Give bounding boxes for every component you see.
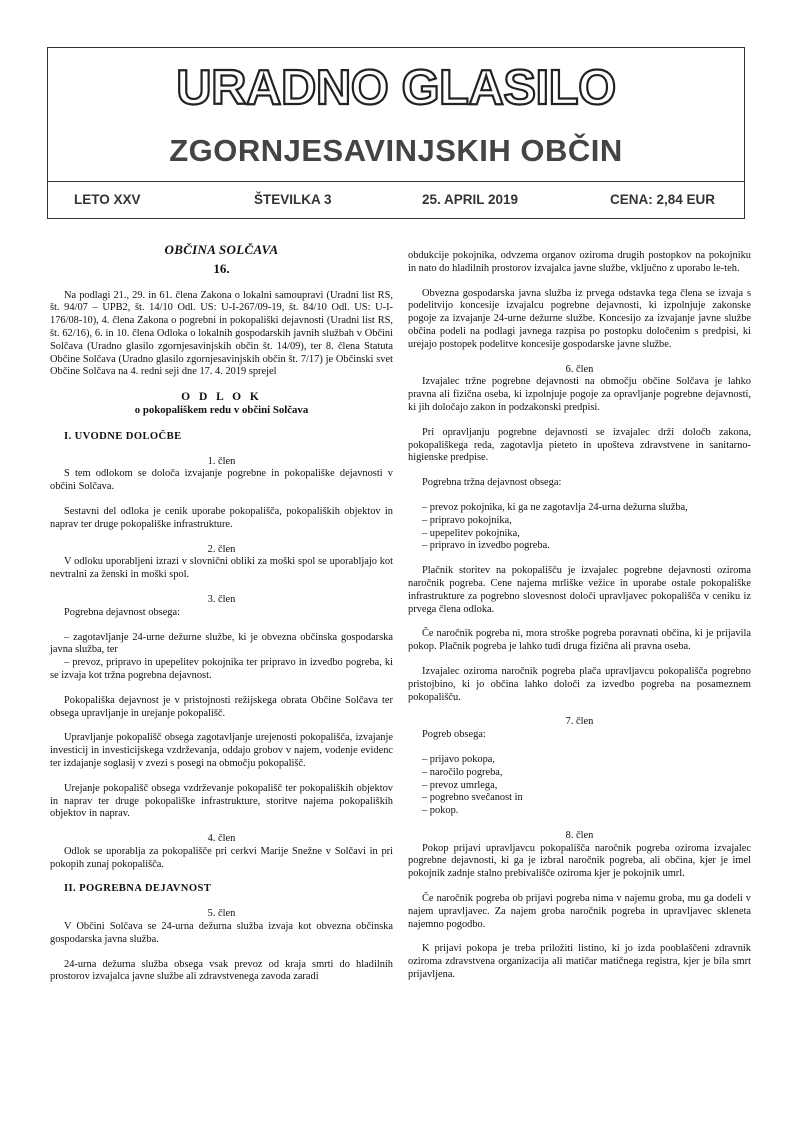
paragraph: Plačnik storitev na pokopališču je izvajalec pogrebne dejavnosti oziroma naročnik pogreba. Cene najema mrliške vežice in uporabe ostale pokopališke infrastrukture za pogrebno slovesnost določi upravljavec pokopališča v ceniku iz prvega člena odloka. [408, 565, 751, 615]
preamble: Na podlagi 21., 29. in 61. člena Zakona o lokalni samoupravi (Uradni list RS, št. 94/07 – UPB2, št. 14/10 Odl. US: U-I-267/09-19, št. 84/10 Odl. US: U-I-176/08-10), 4. člena Zakona o pogrebni in pokopališki dejavnosti (Uradni list RS, št. 62/16), 6. in 10. člena Odloka o lokalnih gospodarskih javnih službah v Občini Solčava (Uradno glasilo zgornjesavinjskih občin št. 14/09), ter 8. člena Statuta Občine Solčava (Uradno glasilo zgornjesavinjskih občin št. 7/17) je Občinski svet Občine Solčava na 4. redni seji dne 17. 4. 2019 sprejel [50, 289, 393, 378]
left-column [50, 244, 393, 984]
paragraph: Izvajalec tržne pogrebne dejavnosti na območju občine Solčava je lahko pravna ali fizična oseba, ki izpolnjuje pogoje za opravljanje pogrebne dejavnosti, ki jih določajo zakon in podzakonski predpisi. [408, 376, 751, 413]
list-item: – pogrebno svečanost in [422, 792, 523, 804]
article-heading: 6. člen [565, 363, 594, 375]
list-item: – prijavo pokopa, [422, 753, 496, 765]
article-heading: 8. člen [565, 829, 594, 841]
article-heading: 5. člen [207, 908, 236, 920]
article-heading: 3. člen [207, 593, 236, 605]
list-item: – prevoz, pripravo in upepelitev pokojnika ter pripravo in izvedbo pogreba, ki se izvaja kot tržna pogrebna dejavnost. [50, 657, 393, 681]
paragraph: Urejanje pokopališč obsega vzdrževanje pokopališč ter pokopaliških objektov in naprav ter druge pokopališke infrastrukture, storitve najema pokopaliških objektov in naprav. [50, 782, 393, 820]
list-item: – prevoz pokojnika, ki ga ne zagotavlja 24-urna dežurna služba, [422, 501, 688, 513]
paragraph: Pogreb obsega: [422, 729, 486, 741]
date-label: 25. APRIL 2019 [422, 192, 519, 207]
price-label: CENA: 2,84 EUR [610, 192, 716, 207]
section-heading: I. UVODNE DOLOČBE [64, 430, 182, 442]
list-item: – prevoz umrlega, [422, 779, 498, 791]
list-item: – zagotavljanje 24-urne dežurne službe, ki je obvezna občinska gospodarska javna služba, ter [50, 631, 393, 656]
list-item: – pripravo in izvedbo pogreba. [422, 540, 550, 552]
article-heading: 7. člen [565, 716, 594, 728]
paragraph: V Občini Solčava se 24-urna dežurna služba izvaja kot obvezna občinska gospodarska javna služba. [50, 921, 393, 945]
publication-subtitle: ZGORNJESAVINJSKIH OBČIN [169, 133, 623, 168]
paragraph: Pokop prijavi upravljavcu pokopališča naročnik pogreba oziroma izvajalec pogrebne dejavnosti, ki ga je izbral naročnik pogreba, ali občina, kjer je imel pokojnik zadnje stalno prebivališče oziroma kjer je pokojnik umrl. [408, 842, 751, 880]
municipality-heading: OBČINA SOLČAVA [164, 242, 279, 257]
list-item: – naročilo pogreba, [422, 766, 503, 778]
publication-title: URADNO GLASILO [176, 61, 616, 115]
paragraph: V odloku uporabljeni izrazi v slovnični obliki za moški spol se uporabljajo kot nevtralni za ženski in moški spol. [50, 556, 393, 581]
article-heading: 4. člen [207, 833, 236, 845]
paragraph: Upravljanje pokopališč obsega zagotavljanje urejenosti pokopališča, izvajanje investicij in investicijskega vzdrževanja, oddajo grobov v najem, vodenje evidenc ter izdajanje soglasij v zvezi s posegi na območju pokopališč. [50, 732, 393, 769]
odlok-subtitle: o pokopališkem redu v občini Solčava [134, 403, 309, 416]
section-heading: II. POGREBNA DEJAVNOST [64, 883, 212, 895]
document-number: 16. [213, 260, 230, 276]
paragraph: S tem odlokom se določa izvajanje pogrebne in pokopališke dejavnosti v občini Solčava. [50, 468, 393, 493]
list [50, 632, 393, 683]
article-heading: 2. člen [207, 543, 236, 555]
paragraph: Če naročnik pogreba ob prijavi pogreba nima v najemu groba, mu ga dodeli v najem upravljavec. Za najem groba naročnik pogreba in upravljavec skleneta najemno pogodbo. [408, 893, 751, 930]
list [408, 754, 751, 818]
masthead [47, 47, 745, 219]
paragraph: Sestavni del odloka je cenik uporabe pokopališča, pokopaliških objektov in naprav ter druge pokopališke infrastrukture. [50, 505, 393, 530]
right-column [408, 250, 751, 982]
paragraph: Odlok se uporablja za pokopališče pri cerkvi Marije Snežne v Solčavi in pri pokopih zunaj pokopališča. [50, 845, 393, 870]
issue-label: ŠTEVILKA 3 [254, 192, 332, 207]
year-label: LETO XXV [74, 192, 141, 207]
paragraph: Pokopališka dejavnost je v pristojnosti režijskega obrata Občine Solčava ter obsega upravljanje in urejanje pokopališč. [50, 694, 393, 719]
paragraph: Pri opravljanju pogrebne dejavnosti se izvajalec drži določb zakona, pokopališkega reda, zagotavlja pieteto in upošteva zdravstvene in sanitarno-higienske predpise. [408, 426, 751, 464]
paragraph: Obvezna gospodarska javna služba iz prvega odstavka tega člena se izvaja s podelitvijo koncesije izvajalcu pogrebne dejavnosti, ki izpolnjuje zakonske pogoje za izvajanje 24-urne dežurne službe. Koncesijo za izvajanje javne službe občina podeli na podlagi javnega razpisa po postopku določenim s predpisi, ki urejajo postopek podelitve koncesije gospodarske javne službe. [408, 287, 751, 350]
odlok-title: O D L O K [181, 391, 262, 404]
paragraph: Pogrebna tržna dejavnost obsega: [422, 477, 562, 489]
paragraph: K prijavi pokopa je treba priložiti listino, ki jo izda pooblaščeni zdravnik oziroma zdravstvena organizacija ali matičar matičnega registra, kjer je bila smrt prijavljena. [408, 943, 751, 981]
list-item: – pokop. [422, 805, 459, 817]
list [408, 502, 751, 553]
paragraph: Pogrebna dejavnost obsega: [64, 606, 181, 618]
paragraph: Če naročnik pogreba ni, mora stroške pogreba poravnati občina, ki je prijavila pokop. Plačnik pogreba je lahko tudi druga fizična ali pravna oseba. [408, 628, 751, 653]
masthead-divider [48, 181, 744, 182]
article-heading: 1. člen [207, 455, 236, 467]
paragraph: 24-urna dežurna služba obsega vsak prevoz od kraja smrti do hladilnih prostorov izvajalca javne službe ali zdravstvenega zavoda zaradi [50, 958, 393, 983]
list-item: – upepelitev pokojnika, [422, 527, 520, 539]
paragraph: obdukcije pokojnika, odvzema organov oziroma drugih postopkov na pokojniku in nato do hladilnih prostorov izvajalca javne službe, vključno z uporabo le-teh. [408, 250, 751, 274]
list-item: – pripravo pokojnika, [422, 514, 512, 526]
paragraph: Izvajalec oziroma naročnik pogreba plača upravljavcu pokopališča pogrebno pristojbino, ki jo občina lahko določi za izvedbo pogreba na posameznem pokopališču. [408, 665, 751, 703]
